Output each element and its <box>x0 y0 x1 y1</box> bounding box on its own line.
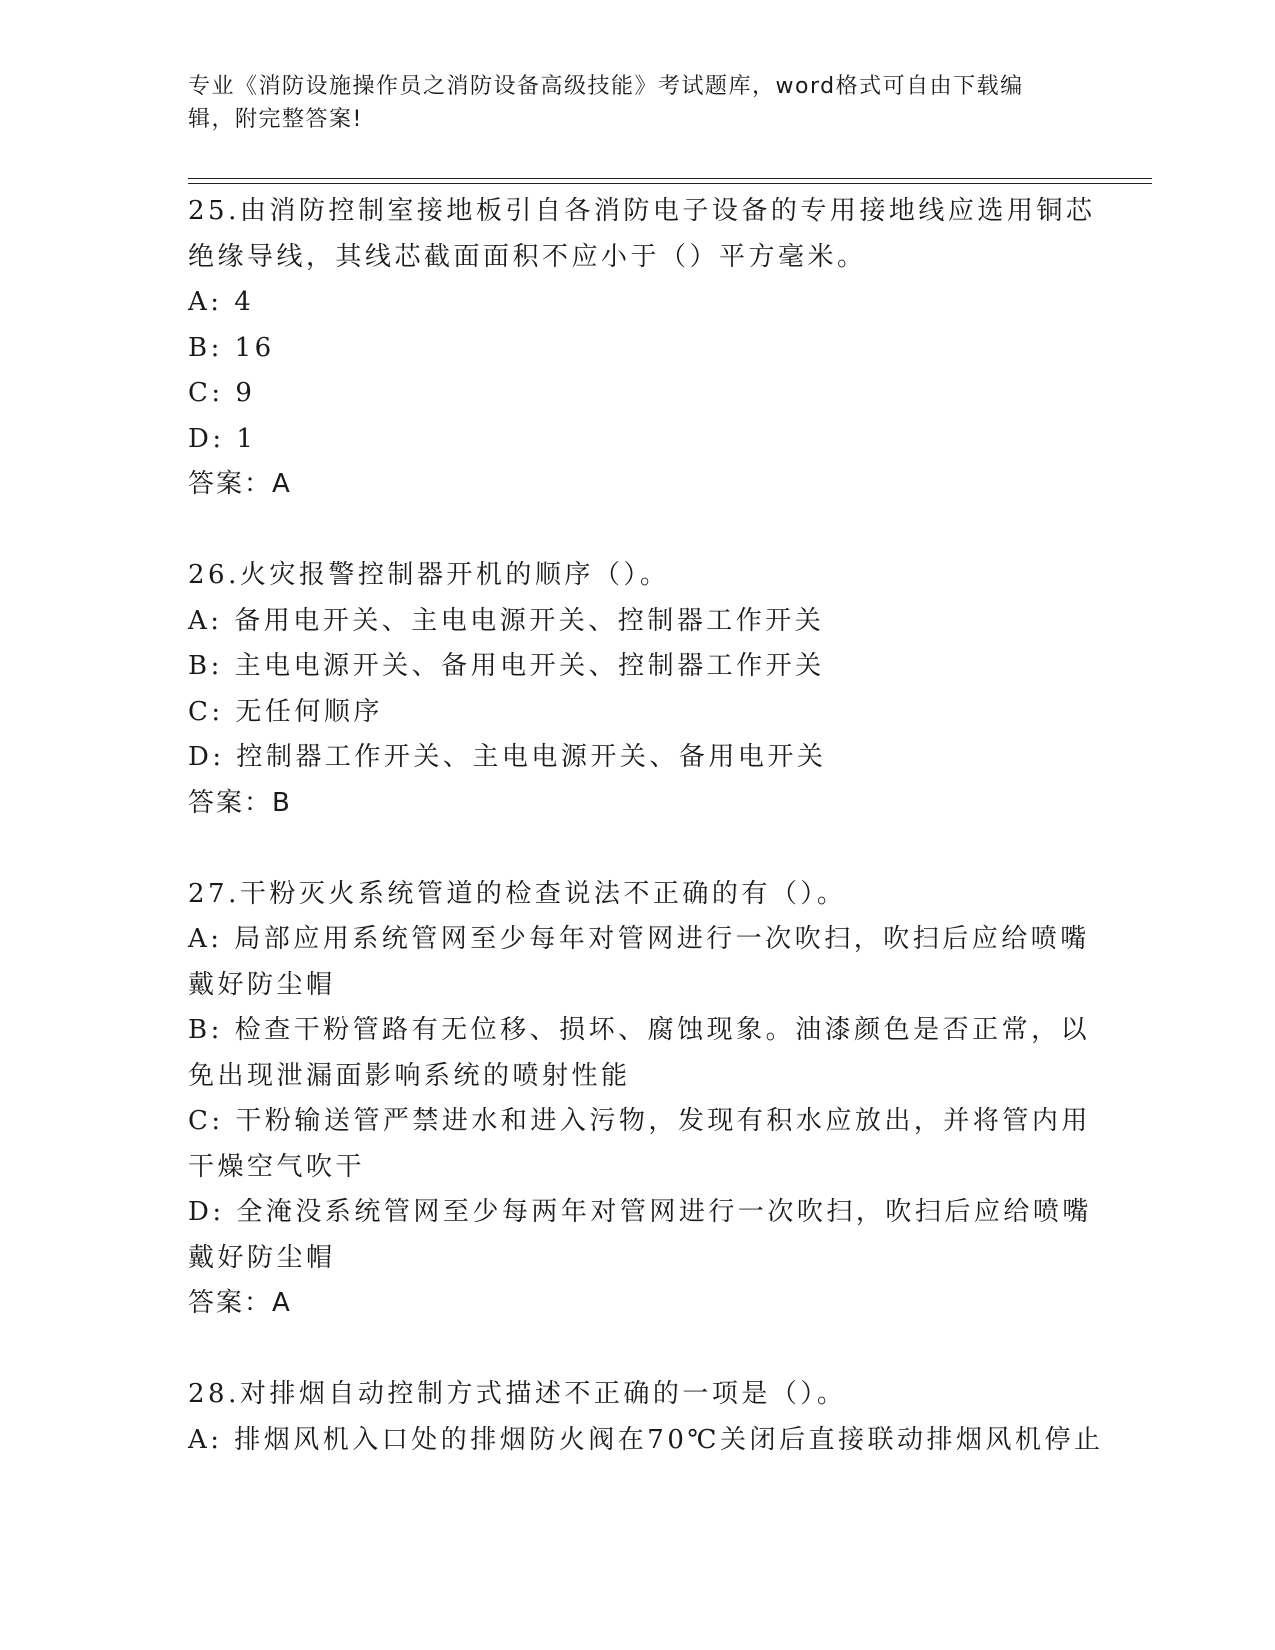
answer-label: 答案：B <box>188 787 292 818</box>
question-spacer <box>188 1327 1088 1373</box>
option-c: C: 9 <box>188 378 256 408</box>
option-a: A: 局部应用系统管网至少每年对管网进行一次吹扫，吹扫后应给喷嘴 <box>188 924 1090 954</box>
header-divider-top <box>188 178 1152 179</box>
question-stem: 26.火灾报警控制器开机的顺序（）。 <box>188 560 670 590</box>
option-d: D: 控制器工作开关、主电电源开关、备用电开关 <box>188 742 827 772</box>
option-b-continued: 免出现泄漏面影响系统的喷射性能 <box>188 1060 631 1091</box>
question-stem: 28.对排烟自动控制方式描述不正确的一项是（）。 <box>188 1379 847 1409</box>
question-list <box>188 189 1104 1463</box>
question-25 <box>188 189 1096 508</box>
page-header <box>188 70 1068 136</box>
option-c: C: 无任何顺序 <box>188 696 383 727</box>
option-a-continued: 戴好防尘帽 <box>188 969 336 1000</box>
option-b: B: 检查干粉管路有无位移、损坏、腐蚀现象。油漆颜色是否正常，以 <box>188 1015 1091 1045</box>
option-a: A: 排烟风机入口处的排烟防火阀在70℃关闭后直接联动排烟风机停止 <box>188 1424 1104 1455</box>
option-d: D: 1 <box>188 423 257 454</box>
question-28 <box>188 1372 1104 1463</box>
option-b: B: 主电电源开关、备用电开关、控制器工作开关 <box>188 651 825 681</box>
question-spacer <box>188 508 1088 554</box>
question-27 <box>188 872 1092 1327</box>
header-line-1: 专业《消防设施操作员之消防设备高级技能》考试题库，word格式可自由下载编 <box>188 74 1024 99</box>
option-c-continued: 干燥空气吹干 <box>188 1151 366 1182</box>
question-stem: 25.由消防控制室接地板引自各消防电子设备的专用接地线应选用铜芯 <box>188 196 1096 226</box>
question-stem: 绝缘导线，其线芯截面面积不应小于（）平方毫米。 <box>188 241 867 272</box>
option-d-continued: 戴好防尘帽 <box>188 1242 336 1273</box>
option-c: C: 干粉输送管严禁进水和进入污物，发现有积水应放出，并将管内用 <box>188 1106 1091 1136</box>
option-b: B: 16 <box>188 332 275 363</box>
option-d: D: 全淹没系统管网至少每两年对管网进行一次吹扫，吹扫后应给喷嘴 <box>188 1197 1092 1227</box>
option-a: A: 4 <box>188 287 255 317</box>
header-divider-bottom <box>188 183 1152 184</box>
question-stem: 27.干粉灭火系统管道的检查说法不正确的有（）。 <box>188 878 847 909</box>
question-26 <box>188 553 1088 826</box>
header-line-2: 辑，附完整答案! <box>188 107 363 132</box>
answer-label: 答案：A <box>188 1288 292 1318</box>
question-spacer <box>188 826 1088 872</box>
answer-label: 答案：A <box>188 469 292 499</box>
option-a: A: 备用电开关、主电电源开关、控制器工作开关 <box>188 605 825 636</box>
